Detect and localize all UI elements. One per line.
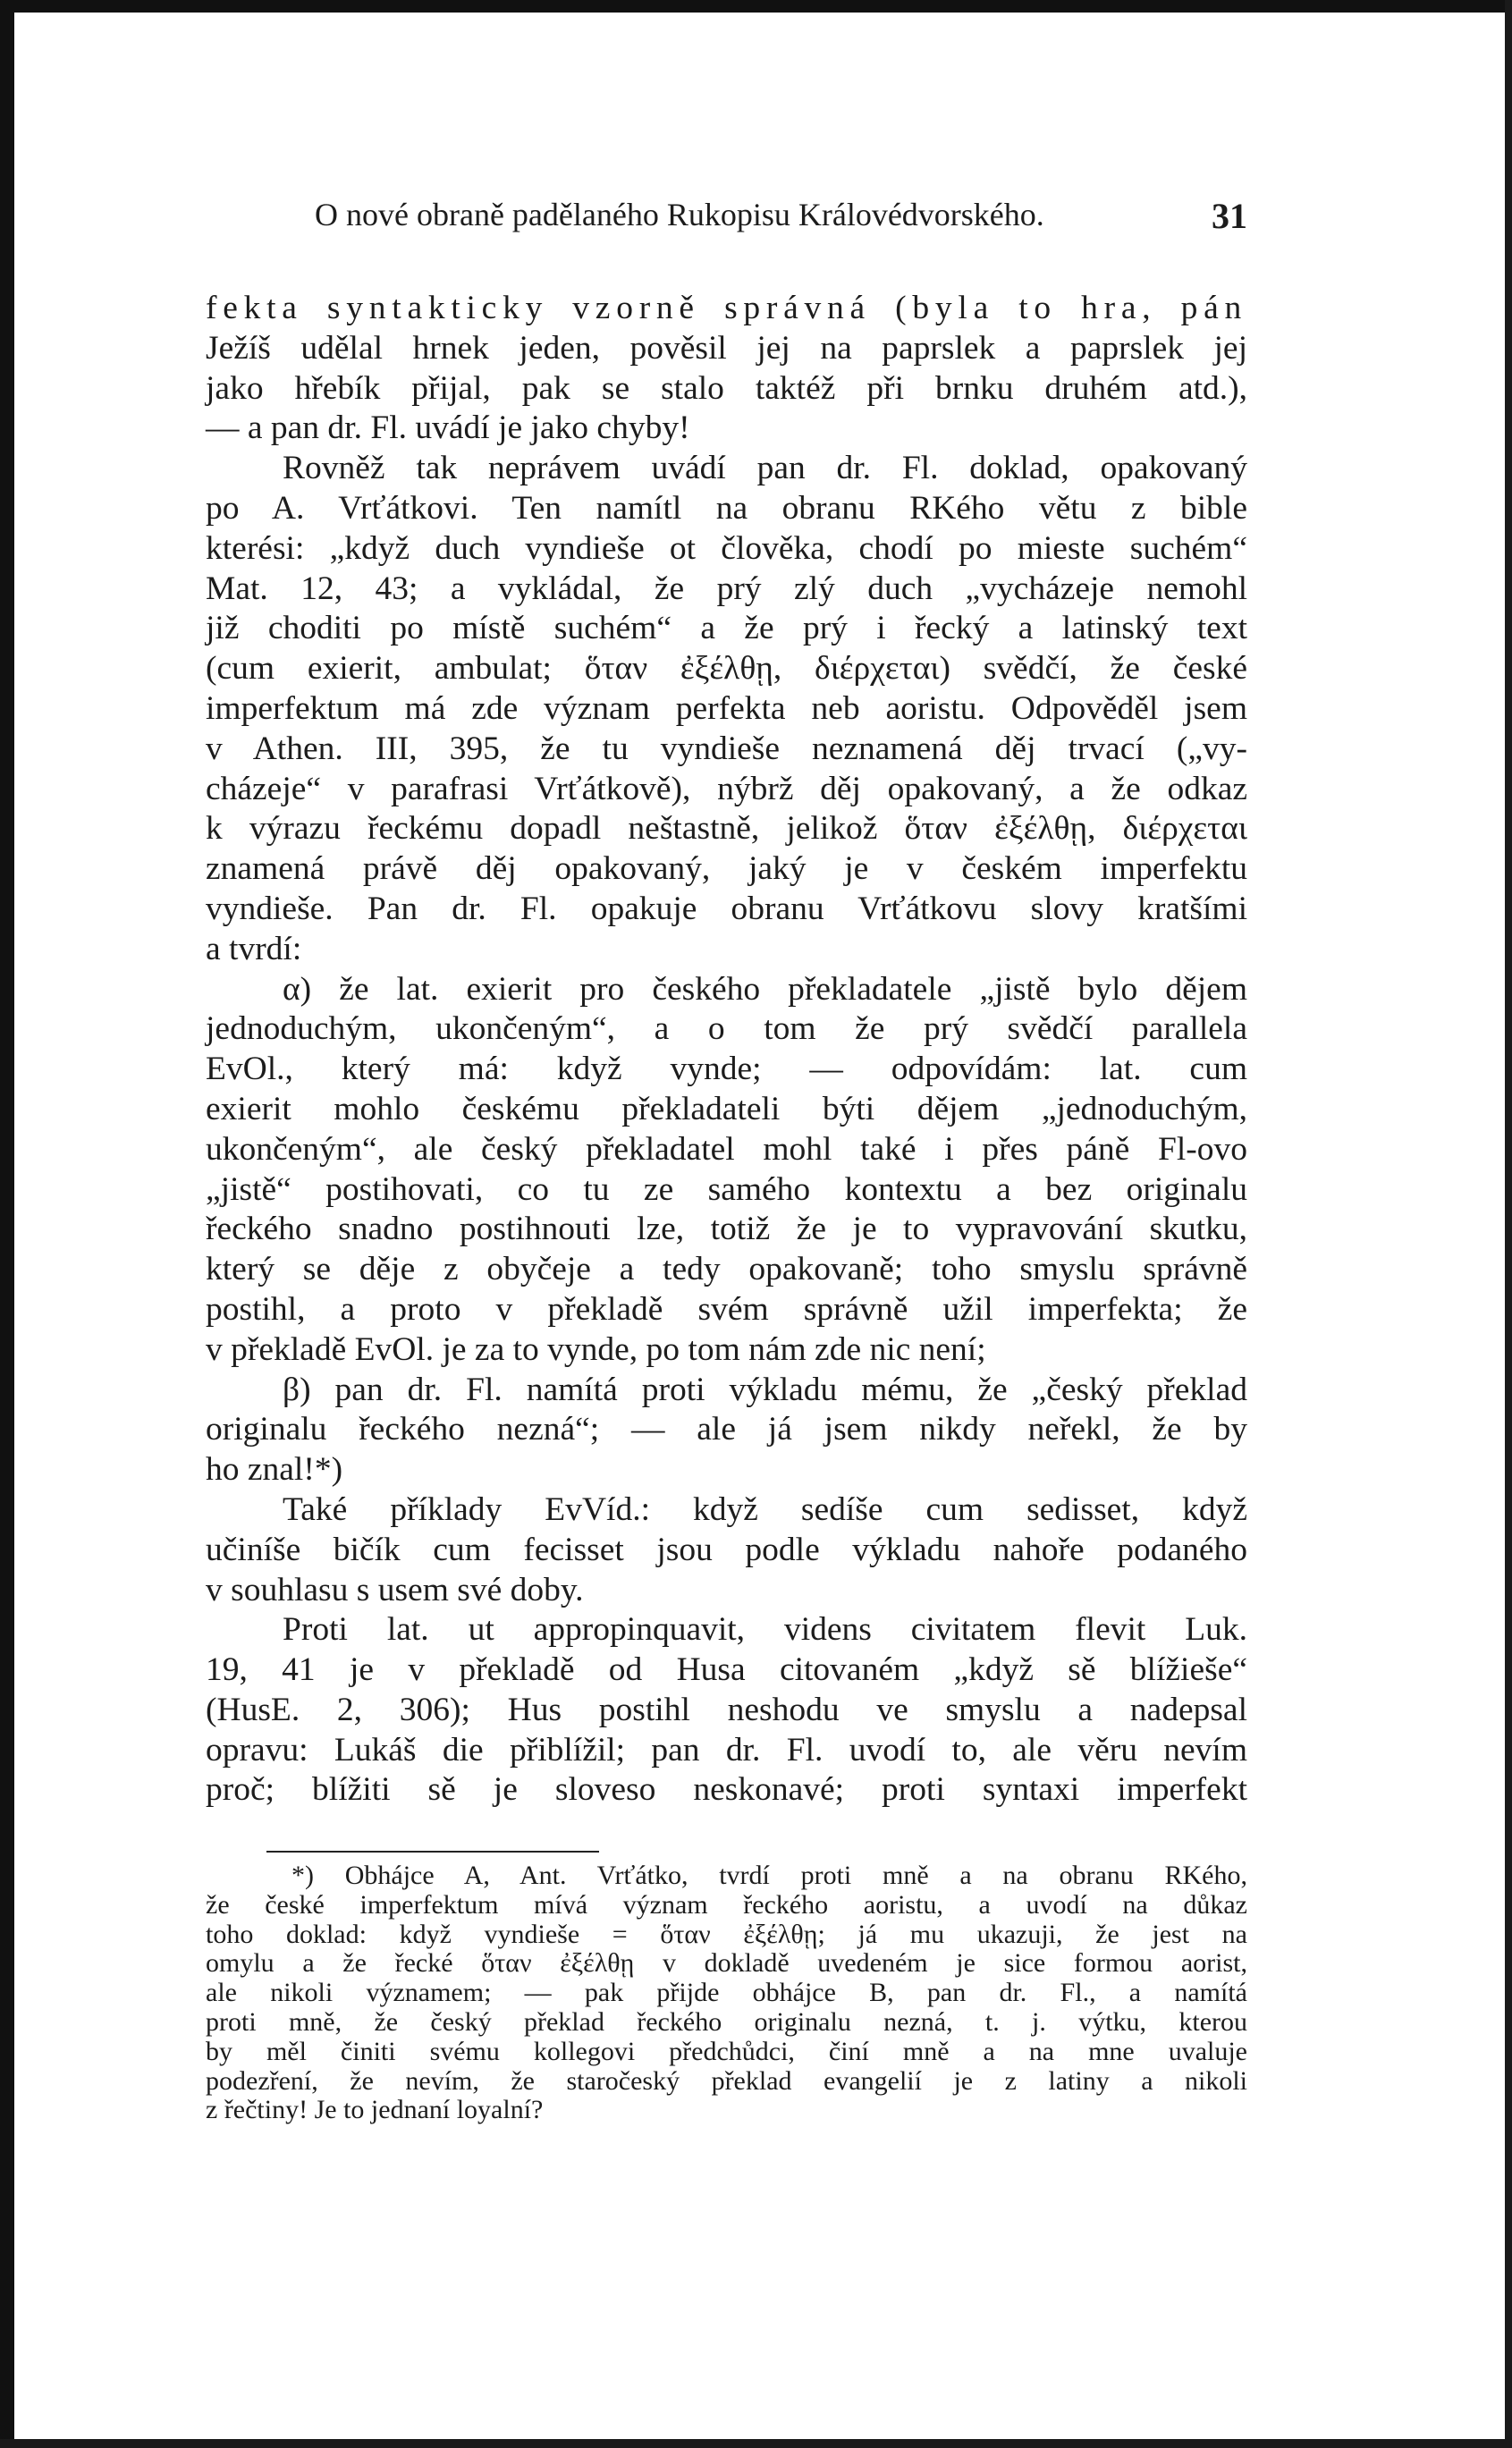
body-line: znamená právě děj opakovaný, jaký je v českém imperfektu [206, 850, 1247, 888]
body-line: vyndieše. Pan dr. Fl. opakuje obranu Vrťátkovu slovy kratšími [206, 890, 1247, 927]
body-line: (HusE. 2, 306); Hus postihl neshodu ve smyslu a nadepsal [206, 1691, 1247, 1728]
body-line: β) pan dr. Fl. namítá proti výkladu mému, že „český překlad [283, 1371, 1247, 1408]
body-line: proč; blížiti sě je sloveso neskonavé; proti syntaxi imperfekt [206, 1771, 1247, 1809]
running-head: O nové obraně padělaného Rukopisu Královédvorského. [315, 197, 1044, 232]
footnote-line: by měl činiti svému kollegovi předchůdci, činí mně a na mne uvaluje [206, 2036, 1247, 2066]
body-line: ukončeným“, ale český překladatel mohl také i přes páně Fl-ovo [206, 1130, 1247, 1168]
body-line: opravu: Lukáš die přiblížil; pan dr. Fl. uvodí to, ale věru nevím [206, 1731, 1247, 1768]
body-line: cházeje“ v parafrasi Vrťátkově), nýbrž děj opakovaný, a že odkaz [206, 770, 1247, 807]
footnote-line: proti mně, že český překlad řeckého originalu nezná, t. j. výtku, kterou [206, 2006, 1247, 2037]
footnote-line: z řečtiny! Je to jednaní loyalní? [206, 2095, 544, 2125]
footnote-separator [266, 1851, 599, 1853]
scan-border-bottom [0, 2439, 1512, 2448]
body-line: a tvrdí: [206, 930, 302, 967]
scan-border-left [0, 0, 14, 2448]
body-line: řeckého snadno postihnouti lze, totiž že je to vypravování skutku, [206, 1211, 1247, 1248]
body-line: kterési: „když duch vyndieše ot člověka, chodí po mieste suchém“ [206, 529, 1247, 567]
page-number: 31 [1212, 196, 1247, 236]
body-line: originalu řeckého nezná“; — ale já jsem nikdy neřekl, že by [206, 1411, 1247, 1448]
body-text [206, 289, 1247, 1811]
body-line: Také příklady EvVíd.: když sedíše cum sedisset, když [283, 1490, 1247, 1528]
footnote-line: podezření, že nevím, že staročeský překlad evangelií je z latiny a nikoli [206, 2065, 1247, 2096]
body-line: učiníše bičík cum fecisset jsou podle výkladu nahoře podaného [206, 1531, 1247, 1568]
body-line: Ježíš udělal hrnek jeden, pověsil jej na paprslek a paprslek jej [206, 329, 1247, 367]
footnote-line: že české imperfektum mívá význam řeckého aoristu, a uvodí na důkaz [206, 1889, 1247, 1920]
body-line: v překladě EvOl. je za to vynde, po tom nám zde nic není; [206, 1330, 986, 1368]
footnote-line: toho doklad: když vyndieše = ὅταν ἐξέλθῃ; já mu ukazuji, že jest na [206, 1919, 1247, 1949]
body-line: který se děje z obyčeje a tedy opakovaně; toho smyslu správně [206, 1251, 1247, 1288]
scan-border-right [1505, 0, 1512, 2448]
body-line: 19, 41 je v překladě od Husa citovaném „když sě blížieše“ [206, 1651, 1247, 1689]
scan-border-top [0, 0, 1512, 13]
body-line: exierit mohlo českému překladateli býti dějem „jednoduchým, [206, 1090, 1247, 1127]
footnote-line: ale nikoli významem; — pak přijde obhájce B, pan dr. Fl., a namítá [206, 1978, 1247, 2008]
body-line: Mat. 12, 43; a vykládal, že prý zlý duch „vycházeje nemohl [206, 570, 1247, 607]
body-line: v Athen. III, 395, že tu vyndieše neznamená děj trvací („vy- [206, 730, 1247, 767]
body-line: ho znal!*) [206, 1451, 343, 1489]
body-line: „jistě“ postihovati, co tu ze samého kontextu a bez originalu [206, 1170, 1247, 1208]
body-line: Proti lat. ut appropinquavit, videns civitatem flevit Luk. [283, 1611, 1247, 1649]
body-line: po A. Vrťátkovi. Ten namítl na obranu RKého větu z bible [206, 489, 1247, 527]
footnote-line: omylu a že řecké ὅταν ἐξέλθῃ v dokladě uvedeném je sice formou aorist, [206, 1948, 1247, 1979]
body-line: α) že lat. exierit pro českého překladatele „jistě bylo dějem [283, 970, 1247, 1008]
body-line: v souhlasu s usem své doby. [206, 1571, 584, 1608]
body-line: jednoduchým, ukončeným“, a o tom že prý svědčí parallela [206, 1010, 1247, 1048]
body-line: (cum exierit, ambulat; ὅταν ἐξέλθῃ, διέρχεται) svědčí, že české [206, 650, 1247, 688]
body-line: fekta syntakticky vzorně správná (byla to hra, pán [206, 290, 1247, 326]
body-line: Rovněž tak neprávem uvádí pan dr. Fl. doklad, opakovaný [283, 450, 1247, 487]
body-line: postihl, a proto v překladě svém správně užil imperfekta; že [206, 1290, 1247, 1328]
footnote-line: *) Obhájce A, Ant. Vrťátko, tvrdí proti mně a na obranu RKého, [291, 1861, 1247, 1890]
body-line: k výrazu řeckému dopadl neštastně, jelikož ὅταν ἐξέλθῃ, διέρχεται [206, 810, 1247, 848]
body-line: EvOl., který má: když vynde; — odpovídám: lat. cum [206, 1051, 1247, 1088]
body-line: imperfektum má zde význam perfekta neb aoristu. Odpověděl jsem [206, 689, 1247, 727]
footnote [206, 1861, 1247, 2125]
body-line: — a pan dr. Fl. uvádí je jako chyby! [206, 409, 690, 447]
body-line: jako hřebík přijal, pak se stalo taktéž při brnku druhém atd.), [206, 369, 1247, 407]
body-line: již choditi po místě suchém“ a že prý i řecký a latinský text [206, 610, 1247, 647]
